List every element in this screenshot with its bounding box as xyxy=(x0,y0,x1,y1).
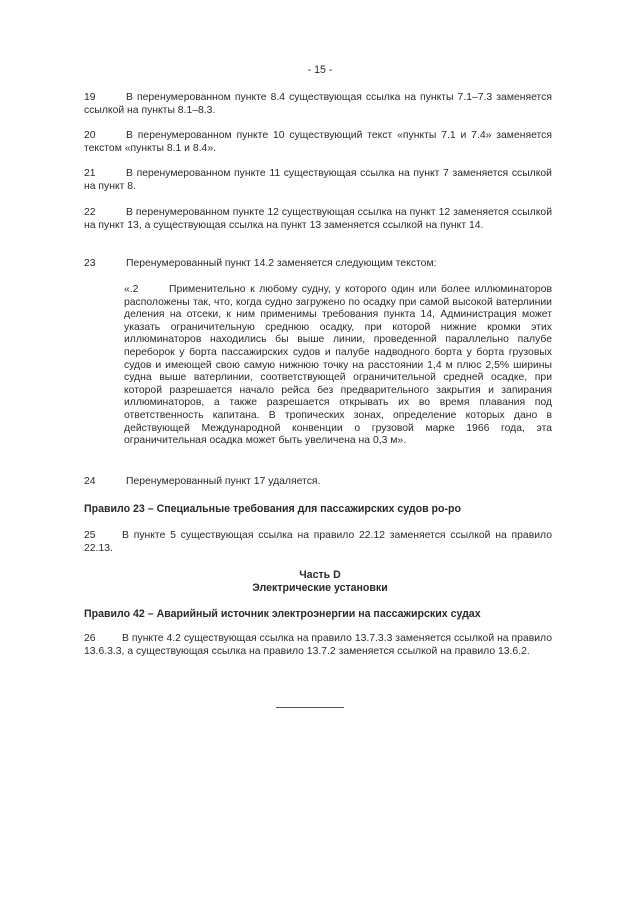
paragraph-number: 24 xyxy=(84,476,96,487)
paragraph-text: В перенумерованном пункте 11 существующая ссылка на пункт 7 заменяется ссылкой на пункт 8. xyxy=(84,168,552,192)
part-d-title: Часть D xyxy=(299,569,341,581)
page-number: - 15 - xyxy=(307,64,333,76)
part-d-subtitle: Электрические установки xyxy=(252,582,388,594)
paragraph-number: 23 xyxy=(84,258,96,269)
paragraph-24 xyxy=(84,476,552,489)
paragraph-text: В пункте 5 существующая ссылка на правило 22.12 заменяется ссылкой на правило 22.13. xyxy=(84,530,552,554)
quoted-subparagraph xyxy=(124,284,552,448)
paragraph-text: В перенумерованном пункте 12 существующая ссылка на пункт 12 заменяется ссылкой на пункт 13, а существующая ссылка на пункт 13 заменяется ссылкой на пункт 14. xyxy=(84,207,552,231)
rule-42-heading: Правило 42 – Аварийный источник электроэнергии на пассажирских судах xyxy=(84,608,481,620)
subparagraph-number: «.2 xyxy=(124,284,139,295)
paragraph-23 xyxy=(84,258,552,271)
paragraph-26 xyxy=(84,633,552,658)
paragraph-text: Перенумерованный пункт 14.2 заменяется следующим текстом: xyxy=(126,258,437,269)
rule-23-heading: Правило 23 – Специальные требования для пассажирских судов ро-ро xyxy=(84,503,461,515)
paragraph-text: В перенумерованном пункте 8.4 существующая ссылка на пункты 7.1–7.3 заменяется ссылкой на пункты 8.1–8.3. xyxy=(84,92,552,116)
paragraph-text: Перенумерованный пункт 17 удаляется. xyxy=(126,476,321,487)
subparagraph-text: Применительно к любому судну, у которого один или более иллюминаторов расположены так, что, когда судно загружено по осадку при самой высокой ватерлинии деления на отсеки, к ним применимы требования пункта 14, Администрация может указать ограничительную среднюю осадку, при которой нижние кромки этих иллюминаторов находились бы выше линии, проведенной параллельно палубе переборок у борта пассажирских судов и палубе надводного борта у борта грузовых судов и имеющей свою самую нижнюю точку на расстоянии 1,4 м плюс 2,5% ширины судна выше ватерлинии, соответствующей ограничительной средней осадке, при которой разрешается начало рейса без предварительного закрытия и запирания иллюминаторов, а также разрешается открывать их во время плавания под ответственность капитана. В тропических зонах, определение которых дано в действующей Международной конвенции о грузовой марке 1966 года, эта ограничительная осадка может быть увеличена на 0,3 м». xyxy=(124,284,552,447)
paragraph-number: 26 xyxy=(84,633,96,644)
paragraph-number: 25 xyxy=(84,530,96,541)
paragraph-21 xyxy=(84,168,552,193)
paragraph-number: 19 xyxy=(84,92,96,103)
paragraph-number: 21 xyxy=(84,168,96,179)
paragraph-text: В пункте 4.2 существующая ссылка на правило 13.7.3.3 заменяется ссылкой на правило 13.6.3.3, а существующая ссылка на правило 13.7.2 заменяется ссылкой на правило 13.6.2. xyxy=(84,633,552,657)
paragraph-22 xyxy=(84,207,552,232)
paragraph-25 xyxy=(84,530,552,555)
paragraph-text: В перенумерованном пункте 10 существующий текст «пункты 7.1 и 7.4» заменяется текстом «пункты 8.1 и 8.4». xyxy=(84,130,552,154)
paragraph-20 xyxy=(84,130,552,155)
paragraph-number: 20 xyxy=(84,130,96,141)
paragraph-19 xyxy=(84,92,552,117)
paragraph-number: 22 xyxy=(84,207,96,218)
end-separator-line xyxy=(276,707,344,708)
